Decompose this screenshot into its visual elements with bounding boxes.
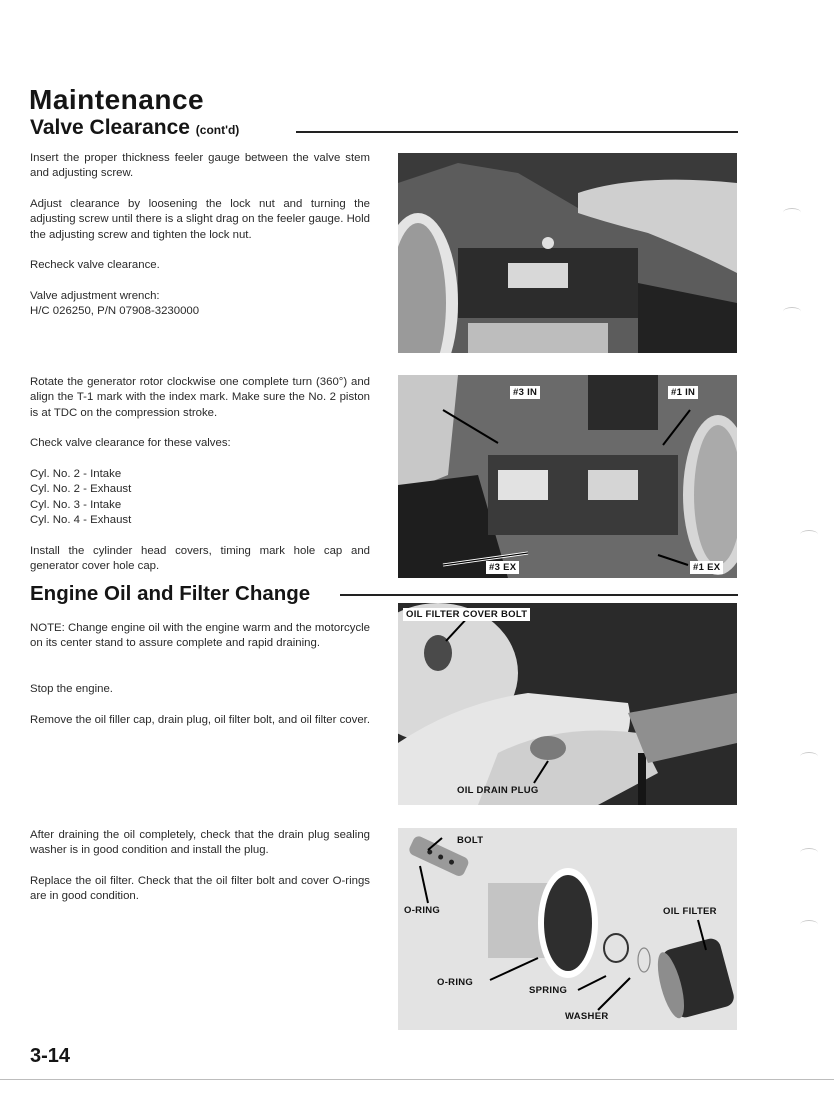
- label-o-ring-cover: O-RING: [437, 977, 474, 988]
- label-oil-filter-cover-bolt: OIL FILTER COVER BOLT: [403, 608, 530, 621]
- label-1-ex: #1 EX: [690, 561, 723, 574]
- valve-step-adjust: Adjust clearance by loosening the lock nut and turning the adjusting screw until there is a slight drag on the feeler gauge. Hold the adjusting screw and tighten the lock nut.: [30, 198, 370, 241]
- tool-reference: [30, 289, 370, 320]
- valve-step-install: Install the cylinder head covers, timing mark hole cap and generator cover hole cap.: [30, 545, 370, 573]
- label-washer: WASHER: [565, 1011, 609, 1022]
- section-title: Valve Clearance: [30, 116, 190, 139]
- photo-filter-parts: [398, 828, 737, 1030]
- page-bottom-rule: [0, 1079, 834, 1080]
- valve-list-item: Cyl. No. 3 - Intake: [30, 498, 122, 511]
- margin-mark: [783, 208, 801, 217]
- label-o-ring-bolt: O-RING: [404, 905, 441, 916]
- valve-list-item: Cyl. No. 4 - Exhaust: [30, 514, 132, 527]
- section-heading-valve-clearance: [30, 116, 239, 140]
- margin-mark: [800, 848, 818, 857]
- label-3-ex: #3 EX: [486, 561, 519, 574]
- page-title: Maintenance: [29, 84, 205, 115]
- section-heading-oil-change: Engine Oil and Filter Change: [30, 582, 311, 605]
- tool-label: Valve adjustment wrench:: [30, 290, 160, 302]
- label-1-in: #1 IN: [668, 386, 698, 399]
- valve-step-recheck: Recheck valve clearance.: [30, 259, 160, 271]
- photo-valve-positions: [398, 375, 737, 578]
- label-oil-filter: OIL FILTER: [663, 906, 717, 917]
- margin-mark: [800, 530, 818, 539]
- tool-number: H/C 026250, P/N 07908-3230000: [30, 305, 200, 318]
- photo-drain-plug: [398, 603, 737, 805]
- oil-note: NOTE: Change engine oil with the engine warm and the motorcycle on its center stand to assure complete and rapid draining.: [30, 622, 371, 650]
- valve-list: [30, 467, 370, 529]
- label-3-in: #3 IN: [510, 386, 540, 399]
- section-suffix: (cont'd): [195, 123, 240, 137]
- valve-list-item: Cyl. No. 2 - Exhaust: [30, 483, 132, 496]
- oil-step-remove: Remove the oil filler cap, drain plug, oil filter bolt, and oil filter cover.: [30, 714, 370, 726]
- valve-step-check: Check valve clearance for these valves:: [30, 437, 231, 449]
- margin-mark: [800, 920, 818, 929]
- photo-feeler-gauge: [398, 153, 737, 353]
- margin-mark: [800, 752, 818, 761]
- valve-list-item: Cyl. No. 2 - Intake: [30, 468, 122, 480]
- oil-step-replace-filter: Replace the oil filter. Check that the oil filter bolt and cover O-rings are in good condition.: [30, 875, 370, 903]
- page-number: 3-14: [30, 1045, 71, 1067]
- valve-step-feeler: Insert the proper thickness feeler gauge between the valve stem and adjusting screw.: [30, 152, 370, 180]
- section-rule: [296, 131, 738, 133]
- oil-step-drain: After draining the oil completely, check that the drain plug sealing washer is in good condition and install the plug.: [30, 829, 370, 857]
- label-bolt: BOLT: [457, 835, 484, 846]
- valve-step-rotate: Rotate the generator rotor clockwise one complete turn (360°) and align the T-1 mark with the index mark. Make sure the No. 2 piston is at TDC on the compression stroke.: [30, 376, 370, 419]
- oil-step-stop: Stop the engine.: [30, 683, 113, 695]
- label-oil-drain-plug: OIL DRAIN PLUG: [457, 785, 539, 796]
- label-spring: SPRING: [529, 985, 568, 996]
- section-rule: [340, 594, 738, 596]
- margin-mark: [783, 307, 801, 316]
